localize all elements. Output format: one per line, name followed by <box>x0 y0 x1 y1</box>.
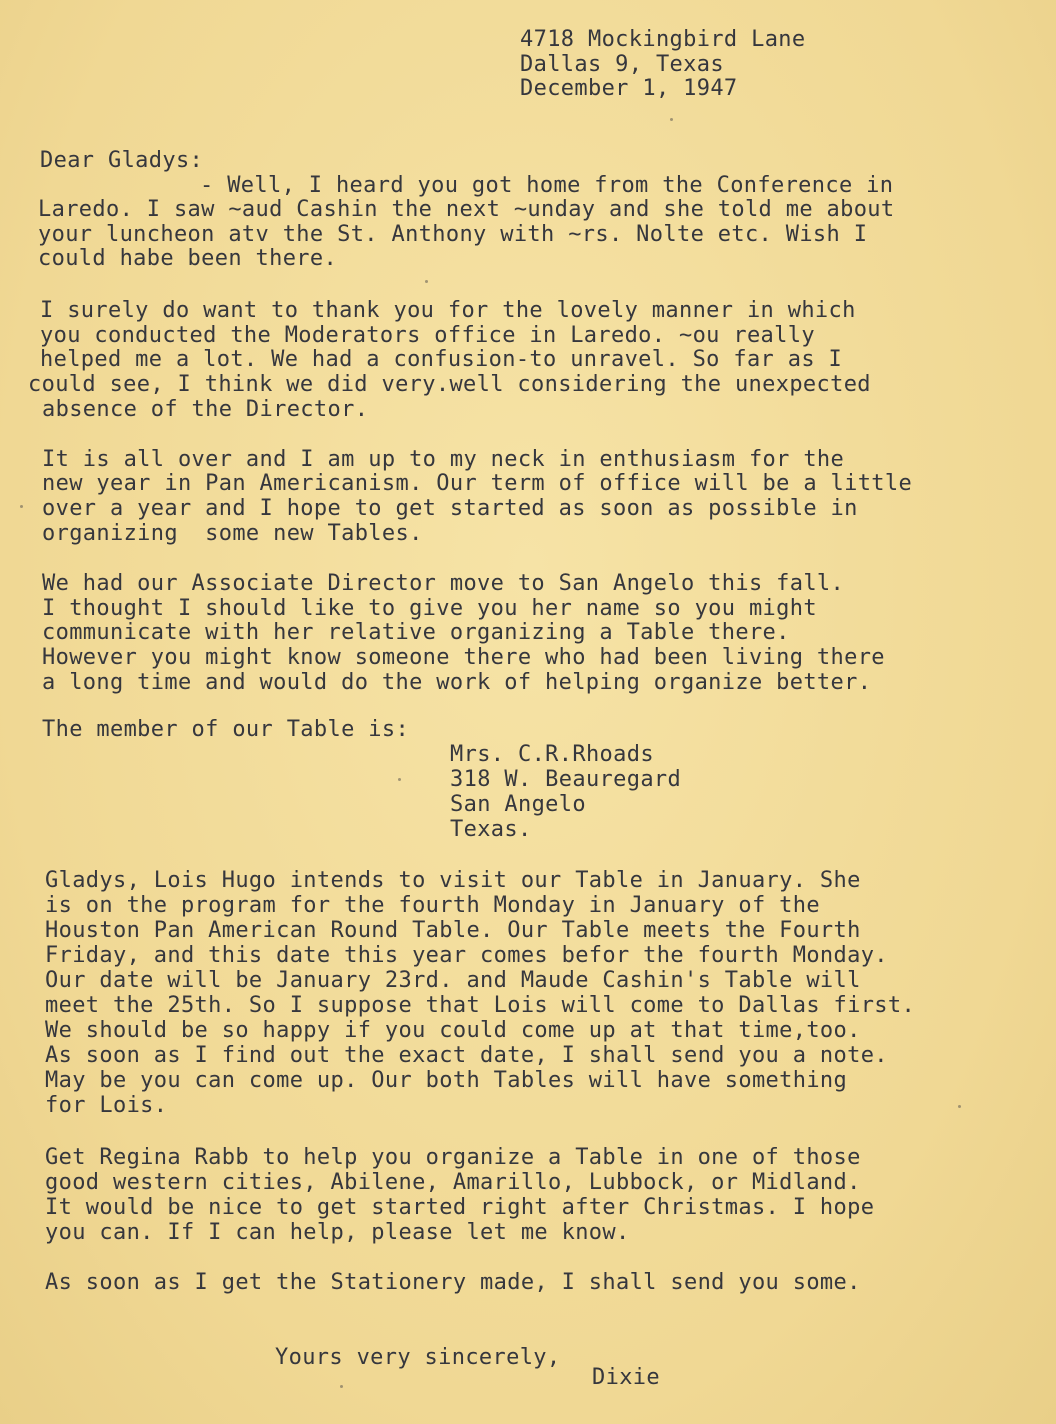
member-name: Mrs. C.R.Rhoads <box>450 742 654 767</box>
paragraph-line: As soon as I find out the exact date, I shall send you a note. <box>45 1043 888 1068</box>
paragraph-line: I thought I should like to give you her name so you might <box>42 596 817 621</box>
paragraph-line: over a year and I hope to get started as soon as possible in <box>42 496 858 521</box>
paragraph-line: May be you can come up. Our both Tables will have something <box>45 1068 848 1093</box>
paragraph-line: It would be nice to get started right after Christmas. I hope <box>45 1195 875 1220</box>
paragraph-line: Get Regina Rabb to help you organize a Table in one of those <box>45 1145 861 1170</box>
paper-speck <box>340 1385 343 1388</box>
paragraph-line: meet the 25th. So I suppose that Lois will come to Dallas first. <box>45 993 916 1018</box>
paragraph-line: could see, I think we did very.well considering the unexpected <box>28 372 871 397</box>
paragraph-line: helped me a lot. We had a confusion-to unravel. So far as I <box>40 347 843 372</box>
salutation: Dear Gladys: <box>40 148 204 173</box>
paper-speck <box>670 118 673 121</box>
paragraph-line: Houston Pan American Round Table. Our Table meets the Fourth <box>45 918 861 943</box>
paper-speck <box>398 778 401 781</box>
paragraph-line: As soon as I get the Stationery made, I shall send you some. <box>45 1270 861 1295</box>
paragraph-line: We had our Associate Director move to San Angelo this fall. <box>42 571 845 596</box>
signature: Dixie <box>592 1365 660 1390</box>
paragraph-line: absence of the Director. <box>42 397 369 422</box>
paragraph-line: organizing some new Tables. <box>42 521 423 546</box>
paragraph-line: Friday, and this date this year comes befor the fourth Monday. <box>45 943 888 968</box>
member-street: 318 W. Beauregard <box>450 767 682 792</box>
paragraph-line: We should be so happy if you could come up at that time,too. <box>45 1018 861 1043</box>
paper-speck <box>425 280 428 283</box>
paragraph-line: you conducted the Moderators office in Laredo. ~ou really <box>40 323 815 348</box>
member-city: San Angelo <box>450 792 586 817</box>
paragraph-line: could habe been there. <box>38 246 338 271</box>
paragraph-line: your luncheon atv the St. Anthony with ~rs. Nolte etc. Wish I <box>38 222 868 247</box>
paragraph-line: a long time and would do the work of helping organize better. <box>42 670 872 695</box>
paragraph-line: Gladys, Lois Hugo intends to visit our Table in January. She <box>45 868 861 893</box>
paper-speck <box>20 505 23 508</box>
paragraph-line: I surely do want to thank you for the lovely manner in which <box>40 298 856 323</box>
letter-date: December 1, 1947 <box>520 76 738 101</box>
paragraph-line: you can. If I can help, please let me know. <box>45 1220 630 1245</box>
paragraph-line: However you might know someone there who had been living there <box>42 645 885 670</box>
paragraph-line: Our date will be January 23rd. and Maude Cashin's Table will <box>45 968 861 993</box>
member-state: Texas. <box>450 817 532 842</box>
paragraph-line: communicate with her relative organizing a Table there. <box>42 620 790 645</box>
paper-speck <box>958 1105 961 1108</box>
paragraph-line: The member of our Table is: <box>42 717 410 742</box>
paragraph-line: is on the program for the fourth Monday in January of the <box>45 893 820 918</box>
paragraph-line: It is all over and I am up to my neck in enthusiasm for the <box>42 447 845 472</box>
paragraph-line: new year in Pan Americanism. Our term of office will be a little <box>42 471 913 496</box>
paragraph-line: good western cities, Abilene, Amarillo, Lubbock, or Midland. <box>45 1170 861 1195</box>
paragraph-line: for Lois. <box>45 1093 168 1118</box>
paragraph-line: Laredo. I saw ~aud Cashin the next ~unday and she told me about <box>38 197 895 222</box>
address-city: Dallas 9, Texas <box>520 52 724 77</box>
paragraph-line: - Well, I heard you got home from the Conference in <box>200 173 894 198</box>
address-street: 4718 Mockingbird Lane <box>520 27 806 52</box>
closing: Yours very sincerely, <box>275 1345 561 1370</box>
